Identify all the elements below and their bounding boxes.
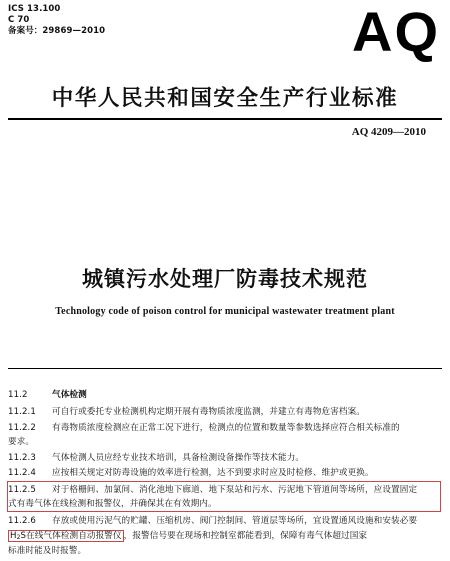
highlighted-phrase	[8, 530, 124, 542]
clause-number: 11.2.5	[8, 485, 36, 495]
clause-11-2-6	[8, 515, 442, 527]
document-title-english: Technology code of poison control for municipal wastewater treatment plant	[55, 306, 395, 317]
header-rule	[8, 118, 442, 120]
clause-11-2-2	[8, 422, 442, 434]
clause-text: 有毒物质浓度检测应在正常工况下进行，检测点的位置和数量等参数选择应符合相关标准的	[52, 423, 400, 433]
ccs-code: C 70	[8, 15, 30, 25]
standard-number: AQ 4209—2010	[351, 126, 426, 138]
clause-11-2-1	[8, 406, 442, 418]
clause-text-rest: ，报警信号要在现场和控制室都能看到，保障有毒气体超过国家	[123, 531, 368, 541]
clause-11-2-2-cont: 要求。	[8, 437, 35, 447]
clause-text: 气体检测人员应经专业技术培训，具备检测设备操作等技术能力。	[52, 453, 305, 463]
section-number: 11.2	[8, 390, 28, 400]
clause-text: 存放或使用污泥气的贮罐、压缩机房、阀门控制间、管道层等场所，宜设置通风设施和安装必要	[52, 516, 418, 526]
clause-number: 11.2.2	[8, 423, 36, 433]
clause-11-2-6-cont2: 标准时能及时报警。	[8, 546, 87, 556]
clause-text: 应按相关规定对防毒设施的效率进行检测，达不到要求时应及时检修、维护或更换。	[52, 468, 374, 478]
standard-title: 中华人民共和国安全生产行业标准	[51, 86, 399, 111]
clause-number: 11.2.3	[8, 453, 36, 463]
clause-11-2-3	[8, 452, 442, 464]
clause-number: 11.2.6	[8, 516, 36, 526]
aq-logo: AQ	[352, 0, 440, 63]
clause-number: 11.2.1	[8, 407, 36, 417]
clause-number: 11.2.4	[8, 468, 36, 478]
section-title: 气体检测	[52, 390, 87, 400]
clause-text: 对于格栅间、加氯间、消化池地下廊道、地下泵站和污水、污泥地下管道间等场所，应设置固定	[52, 485, 418, 495]
section-heading	[8, 389, 442, 401]
ics-code: ICS 13.100	[8, 4, 61, 14]
clause-11-2-6-cont	[8, 530, 442, 544]
clause-11-2-5	[8, 484, 442, 496]
document-title: 城镇污水处理厂防毒技术规范	[82, 267, 368, 291]
clause-11-2-5-cont: 式有毒气体在线检测和报警仪，并确保其在有效期内。	[8, 499, 217, 509]
h2s-subscript: 2	[16, 534, 21, 541]
clause-text: 可自行或委托专业检测机构定期开展有毒物质浓度监测，并建立有毒物危害档案。	[52, 407, 365, 417]
clause-11-2-4	[8, 467, 442, 479]
highlighted-phrase-text: S在线气体检测自动报警仪	[20, 531, 122, 541]
filing-number: 备案号：29869—2010	[8, 26, 106, 36]
h2s-h: H	[10, 531, 17, 541]
section-rule	[8, 368, 442, 369]
